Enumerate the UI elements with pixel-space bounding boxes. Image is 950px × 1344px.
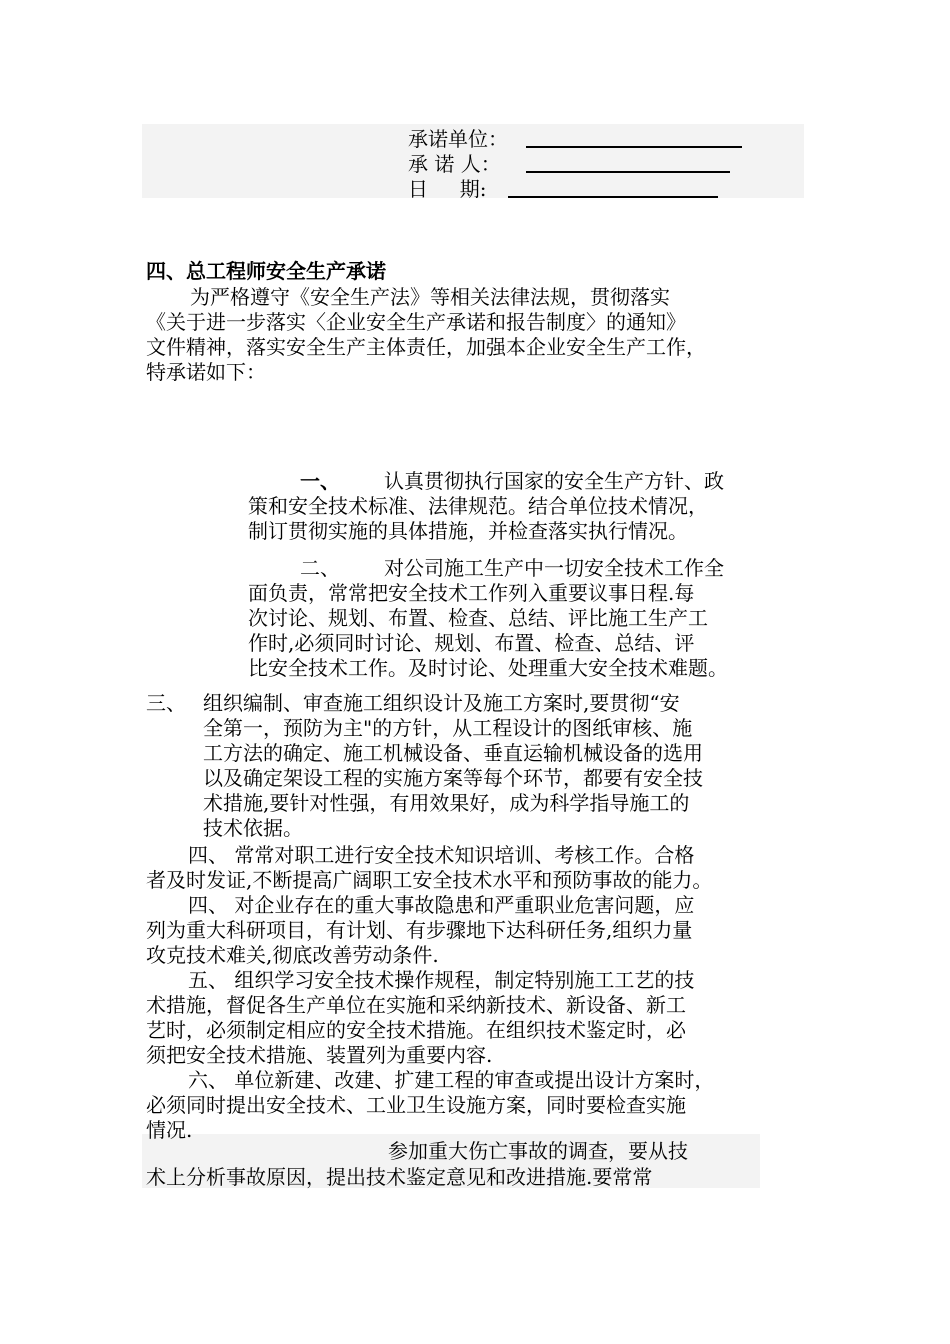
- signature-date-blank: [508, 176, 718, 198]
- item3-line: 组织编制、审查施工组织设计及施工方案时,要贯彻“安: [203, 691, 680, 715]
- signature-date-row: [408, 176, 748, 202]
- item4b-line: 攻克技术难关,彻底改善劳动条件.: [146, 943, 439, 967]
- item1-line: 策和安全技术标准、法律规范。结合单位技术情况，: [248, 494, 708, 518]
- signature-unit-row: [408, 126, 748, 152]
- item5-line: 术措施，督促各生产单位在实施和采纳新技术、新设备、新工: [146, 993, 686, 1017]
- intro-line: 文件精神，落实安全生产主体责任，加强本企业安全生产工作，: [146, 335, 706, 359]
- item3-line: 技术依据。: [203, 816, 303, 840]
- signature-person-blank: [526, 151, 730, 173]
- item3-number: 三、: [146, 691, 186, 715]
- item2-line: 次讨论、规划、布置、检查、总结、评比施工生产工: [248, 606, 708, 630]
- item4a-line: 者及时发证,不断提高广阔职工安全技术水平和预防事故的能力。: [146, 868, 713, 892]
- item4b-line: 四、 对企业存在的重大事故隐患和严重职业危害问题，应: [188, 893, 695, 917]
- item6-line: 必须同时提出安全技术、工业卫生设施方案，同时要检查实施: [146, 1093, 686, 1117]
- item6-line: 情况.: [146, 1118, 193, 1142]
- item5-line: 艺时，必须制定相应的安全技术措施。在组织技术鉴定时，必: [146, 1018, 686, 1042]
- section-title: 四、总工程师安全生产承诺: [146, 259, 386, 283]
- signature-unit-label: 承诺单位：: [408, 127, 508, 151]
- item2-line: 比安全技术工作。及时讨论、处理重大安全技术难题。: [248, 656, 728, 680]
- intro-line: 《关于进一步落实〈企业安全生产承诺和报告制度〉的通知》: [146, 310, 686, 334]
- signature-person-label: 承 诺 人：: [408, 152, 501, 176]
- item2-line: 对公司施工生产中一切安全技术工作全: [384, 556, 724, 580]
- signature-unit-blank: [526, 126, 742, 148]
- item7-line: 术上分析事故原因，提出技术鉴定意见和改进措施.要常常: [146, 1165, 653, 1189]
- item6-line: 六、 单位新建、改建、扩建工程的审查或提出设计方案时，: [188, 1068, 715, 1092]
- signature-person-row: [408, 151, 748, 177]
- item2-line: 作时,必须同时讨论、规划、布置、检查、总结、评: [248, 631, 695, 655]
- intro-line: 特承诺如下：: [146, 360, 266, 384]
- item3-line: 全第一，预防为主"的方针，从工程设计的图纸审核、施: [203, 716, 693, 740]
- item1-line: 认真贯彻执行国家的安全生产方针、政: [384, 469, 724, 493]
- item5-line: 五、 组织学习安全技术操作规程，制定特别施工工艺的技: [188, 968, 695, 992]
- item4a-line: 四、 常常对职工进行安全技术知识培训、考核工作。合格: [188, 843, 695, 867]
- item2-line: 面负责，常常把安全技术工作列入重要议事日程.每: [248, 581, 695, 605]
- item4b-line: 列为重大科研项目，有计划、有步骤地下达科研任务,组织力量: [146, 918, 693, 942]
- signature-date-label: 日 期:: [408, 177, 487, 201]
- item1-line: 制订贯彻实施的具体措施，并检查落实执行情况。: [248, 519, 688, 543]
- item7-line: 参加重大伤亡事故的调查，要从技: [388, 1139, 688, 1163]
- item3-line: 术措施,要针对性强，有用效果好，成为科学指导施工的: [203, 791, 690, 815]
- item3-line: 以及确定架设工程的实施方案等每个环节，都要有安全技: [203, 766, 703, 790]
- intro-line: 为严格遵守《安全生产法》等相关法律法规，贯彻落实: [190, 285, 670, 309]
- item1-number: 一、: [300, 469, 340, 493]
- item3-line: 工方法的确定、施工机械设备、垂直运输机械设备的选用: [203, 741, 703, 765]
- item2-number: 二、: [300, 556, 340, 580]
- item5-line: 须把安全技术措施、装置列为重要内容.: [146, 1043, 493, 1067]
